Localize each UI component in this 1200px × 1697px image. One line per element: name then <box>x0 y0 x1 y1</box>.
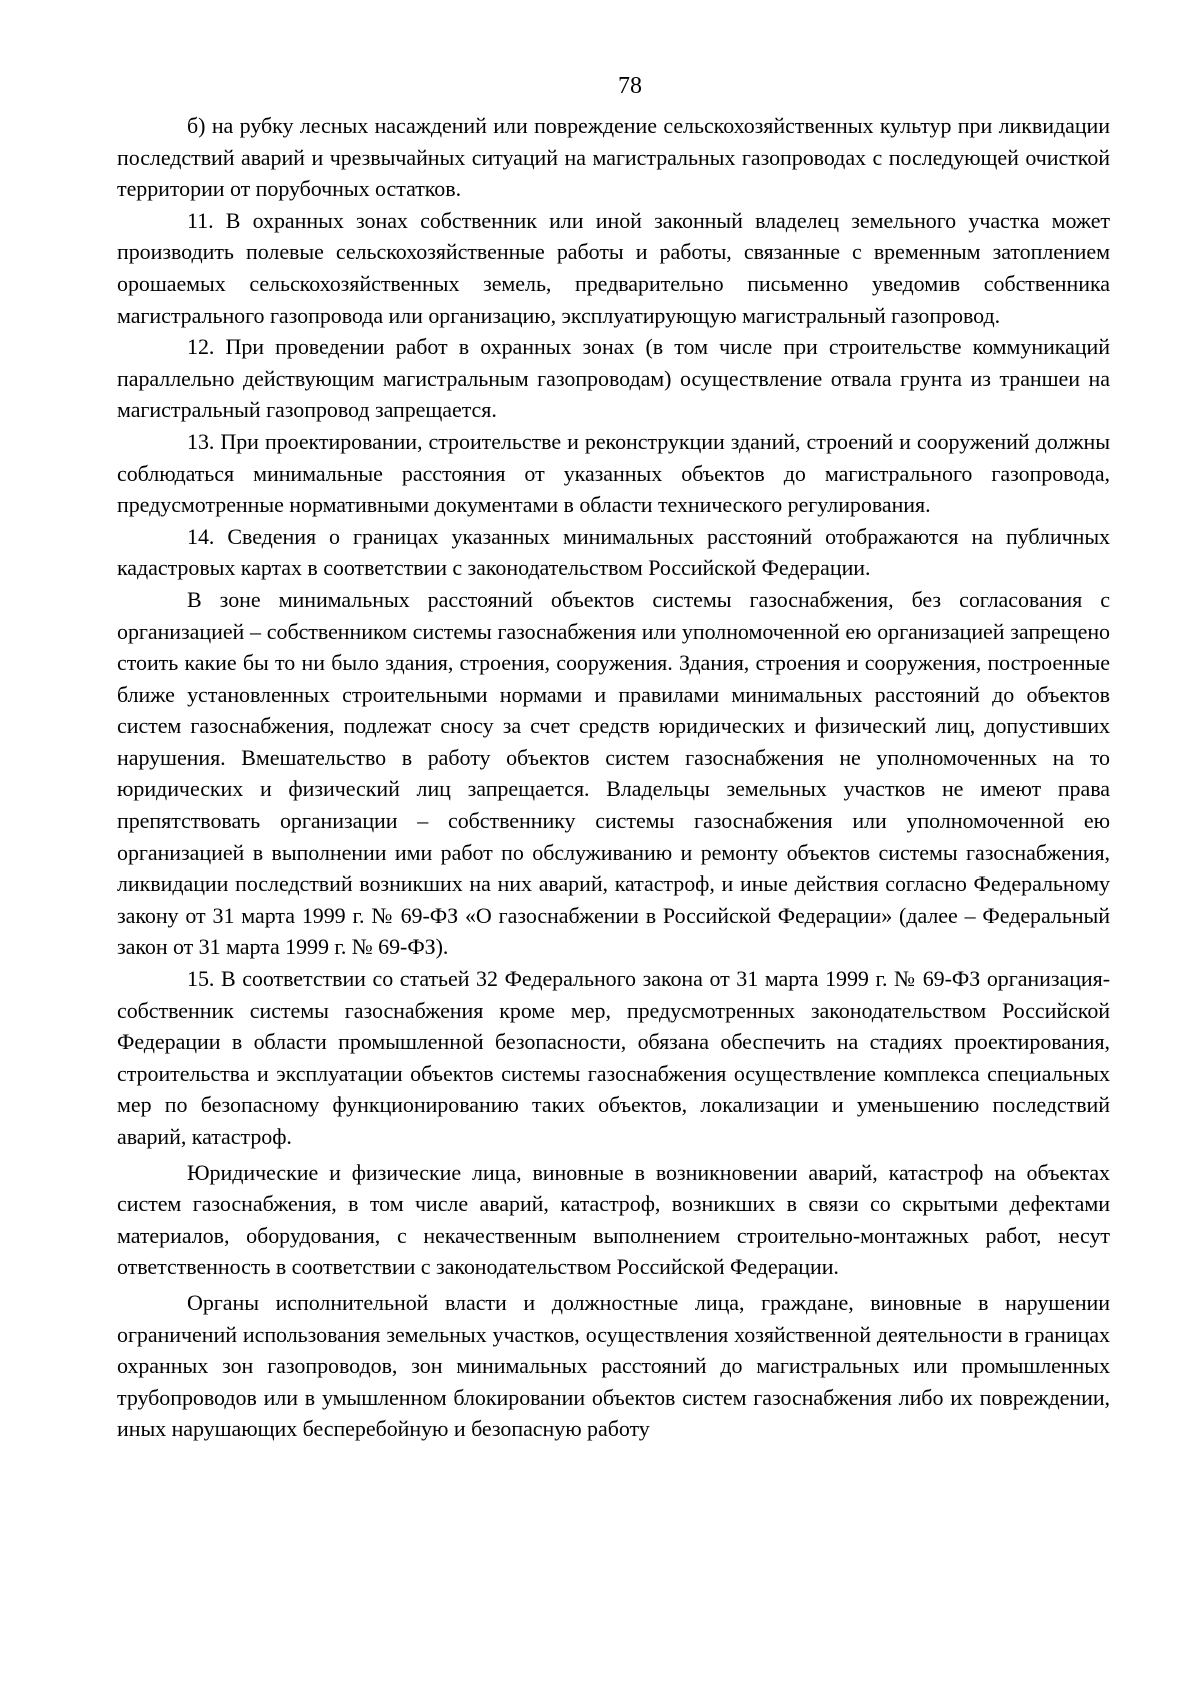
paragraph-11-protected-zones-works: 11. В охранных зонах собственник или иной законный владелец земельного участка может производить полевые сельскохозяйственные работы и работы, связанные с временным затоплением орошаемых сельскохозяйственных земель, предварительно письменно уведомив собственника магистрального газопровода или организацию, эксплуатирующую магистральный газопровод. <box>117 207 1110 328</box>
document-body <box>117 110 1110 1445</box>
paragraph-12-soil-dumping: 12. При проведении работ в охранных зонах (в том числе при строительстве коммуникаций параллельно действующим магистральным газопроводам) осуществление отвала грунта из траншеи на магистральный газопровод запрещается. <box>117 334 1110 423</box>
paragraph-14-cadastral-maps: 14. Сведения о границах указанных минимальных расстояний отображаются на публичных кадастровых картах в соответствии с законодательством Российской Федерации. <box>117 523 1110 581</box>
paragraph-15-owner-obligations: 15. В соответствии со статьей 32 Федерального закона от 31 марта 1999 г. № 69-ФЗ организация-собственник системы газоснабжения кроме мер, предусмотренных законодательством Российской Федерации в области промышленной безопасности, обязана обеспечить на стадиях проектирования, строительства и эксплуатации объектов системы газоснабжения осуществление комплекса специальных мер по безопасному функционированию таких объектов, локализации и уменьшению последствий аварий, катастроф. <box>117 966 1110 1149</box>
paragraph-minimum-distance-zone: В зоне минимальных расстояний объектов системы газоснабжения, без согласования с организацией – собственником системы газоснабжения или уполномоченной ею организацией запрещено стоить какие бы то ни было здания, строения, сооружения. Здания, строения и сооружения, построенные ближе установленных строительными нормами и правилами минимальных расстояний до объектов систем газоснабжения, подлежат сносу за счет средств юридических и физический лиц, допустивших нарушения. Вмешательство в работу объектов систем газоснабжения не уполномоченных на то юридических и физический лиц запрещается. Владельцы земельных участков не имеют права препятствовать организации – собственнику системы газоснабжения или уполномоченной ею организацией в выполнении ими работ по обслуживанию и ремонту объектов системы газоснабжения, ликвидации последствий возникших на них аварий, катастроф, и иные действия согласно Федеральному закону от 31 марта 1999 г. № 69-ФЗ «О газоснабжении в Российской Федерации» (далее – Федеральный закон от 31 марта 1999 г. № 69-ФЗ). <box>117 586 1110 960</box>
paragraph-b-felling: б) на рубку лесных насаждений или повреждение сельскохозяйственных культур при ликвидации последствий аварий и чрезвычайных ситуаций на магистральных газопроводах с последующей очисткой территории от порубочных остатков. <box>117 113 1110 202</box>
page-number: 78 <box>618 73 642 99</box>
paragraph-13-minimum-distances: 13. При проектировании, строительстве и реконструкции зданий, строений и сооружений должны соблюдаться минимальные расстояния от указанных объектов до магистрального газопровода, предусмотренные нормативными документами в области технического регулирования. <box>117 428 1110 518</box>
paragraph-liability-accidents: Юридические и физические лица, виновные в возникновении аварий, катастроф на объектах систем газоснабжения, в том числе аварий, катастроф, возникших в связи со скрытыми дефектами материалов, оборудования, с некачественным выполнением строительно-монтажных работ, несут ответственность в соответствии с законодательством Российской Федерации. <box>117 1159 1110 1280</box>
paragraph-liability-officials: Органы исполнительной власти и должностные лица, граждане, виновные в нарушении ограничений использования земельных участков, осуществления хозяйственной деятельности в границах охранных зон газопроводов, зон минимальных расстояний до магистральных или промышленных трубопроводов или в умышленном блокировании объектов систем газоснабжения либо их повреждении, иных нарушающих бесперебойную и безопасную работу <box>117 1289 1110 1442</box>
